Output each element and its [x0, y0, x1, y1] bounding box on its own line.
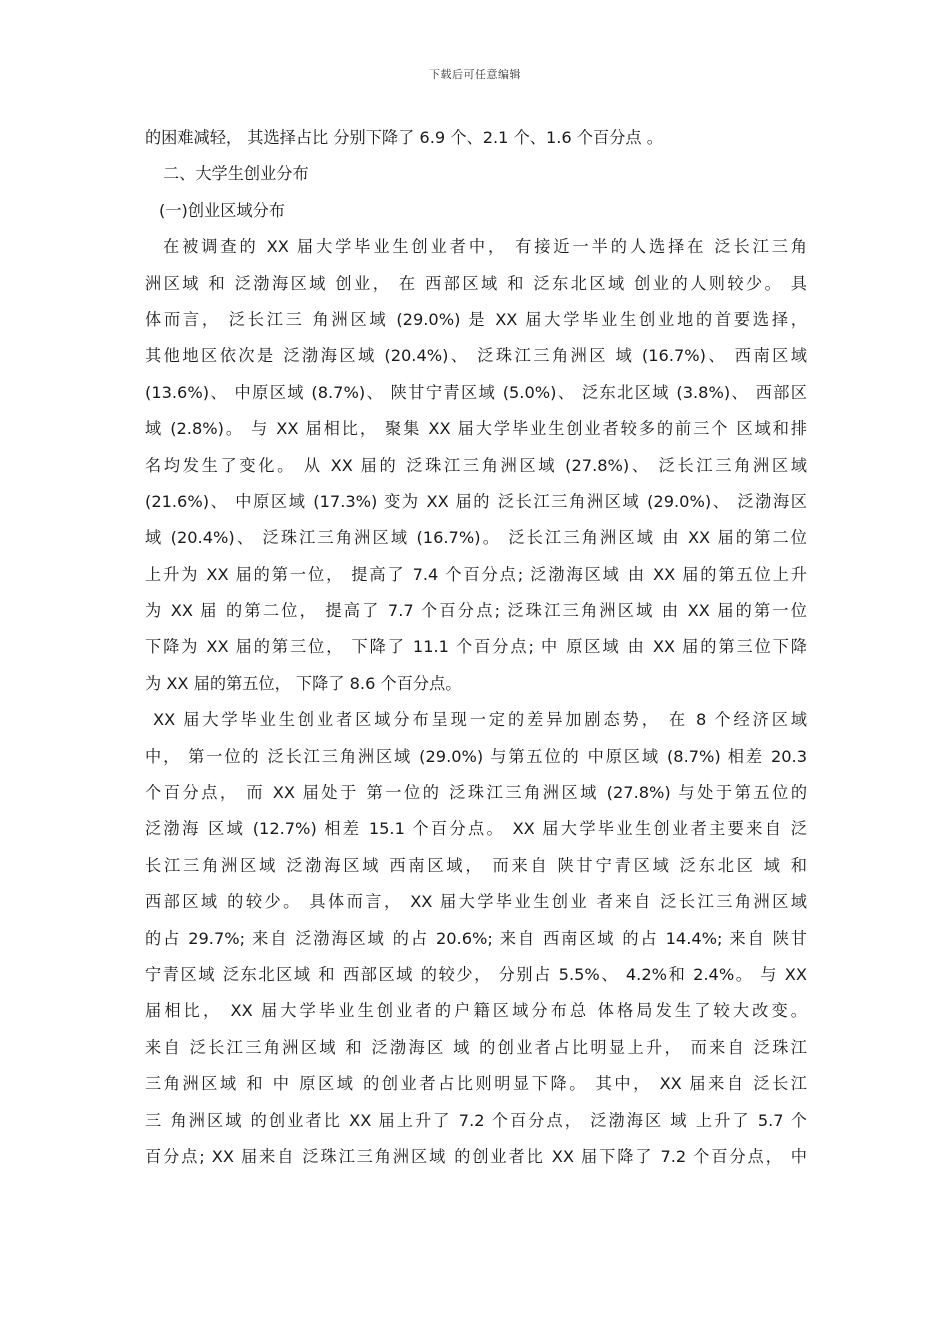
subsection-heading: (一)创业区域分布 — [159, 200, 285, 220]
text-line: 名均发生了变化。 从 XX 届的 泛珠江三角洲区域 (27.8%)、 泛长江三角洲区域 — [145, 455, 807, 475]
text-line: 届相比， XX 届大学毕业生创业者的户籍区域分布总 体格局发生了较大改变。 — [145, 1001, 807, 1021]
text-line: 其他地区依次是 泛渤海区域 (20.4%)、 泛珠江三角洲区 域 (16.7%)、 西南区域 — [145, 346, 807, 366]
text-line: 宁青区域 泛东北区域 和 西部区域 的较少， 分别占 5.5%、 4.2%和 2.4%。 与 XX — [145, 964, 807, 984]
text-line: 为 XX 届 的第二位， 提高了 7.7 个百分点; 泛珠江三角洲区域 由 XX 届的第一位 — [145, 601, 807, 621]
text-line: 三角洲区域 和 中 原区域 的创业者占比则明显下降。 其中， XX 届来自 泛长江 — [145, 1074, 807, 1094]
text-line: 体而言， 泛长江三 角洲区域 (29.0%) 是 XX 届大学毕业生创业地的首要选择， — [145, 309, 807, 329]
text-line: 泛渤海 区域 (12.7%) 相差 15.1 个百分点。 XX 届大学毕业生创业者主要来自 泛 — [145, 819, 807, 839]
section-heading: 二、大学生创业分布 — [163, 164, 309, 184]
text-line: 中， 第一位的 泛长江三角洲区域 (29.0%) 与第五位的 中原区域 (8.7%) 相差 20.3 — [145, 746, 807, 766]
text-line: (13.6%)、 中原区域 (8.7%)、 陕甘宁青区域 (5.0%)、 泛东北区域 (3.8%)、 西部区 — [145, 382, 807, 402]
body-text — [145, 120, 807, 1175]
text-line: 域 (20.4%)、 泛珠江三角洲区域 (16.7%)。 泛长江三角洲区域 由 XX 届的第二位 — [145, 528, 807, 548]
text-line: 在被调查的 XX 届大学毕业生创业者中， 有接近一半的人选择在 泛长江三角 — [163, 237, 807, 257]
text-line: 长江三角洲区域 泛渤海区域 西南区域， 而来自 陕甘宁青区域 泛东北区 域 和 — [145, 855, 807, 875]
text-line: 洲区域 和 泛渤海区域 创业， 在 西部区域 和 泛东北区域 创业的人则较少。 具 — [145, 273, 807, 293]
text-line: 个百分点， 而 XX 届处于 第一位的 泛珠江三角洲区域 (27.8%) 与处于第五位的 — [145, 783, 807, 803]
text-line: XX 届大学毕业生创业者区域分布呈现一定的差异加剧态势， 在 8 个经济区域 — [153, 710, 807, 730]
text-line: (21.6%)、 中原区域 (17.3%) 变为 XX 届的 泛长江三角洲区域 (29.0%)、 泛渤海区 — [145, 491, 807, 511]
text-line: 三 角洲区域 的创业者比 XX 届上升了 7.2 个百分点， 泛渤海区 域 上升了 5.7 个 — [145, 1110, 807, 1130]
text-line: 百分点; XX 届来自 泛珠江三角洲区域 的创业者比 XX 届下降了 7.2 个百分点， 中 — [145, 1146, 807, 1166]
text-line: 下降为 XX 届的第三位， 下降了 11.1 个百分点; 中 原区域 由 XX 届的第三位下降 — [145, 637, 807, 657]
header-note: 下载后可任意编辑 — [429, 68, 521, 81]
text-line: 来自 泛长江三角洲区域 和 泛渤海区 域 的创业者占比明显上升， 而来自 泛珠江 — [145, 1037, 807, 1057]
text-line: 上升为 XX 届的第一位， 提高了 7.4 个百分点; 泛渤海区域 由 XX 届的第五位上升 — [145, 564, 807, 584]
text-line: 的困难减轻， 其选择占比 分别下降了 6.9 个、2.1 个、1.6 个百分点 。 — [145, 128, 663, 147]
text-line: 的占 29.7%; 来自 泛渤海区域 的占 20.6%; 来自 西南区域 的占 14.4%; 来自 陕甘 — [145, 928, 807, 948]
text-line: 域 (2.8%)。 与 XX 届相比， 聚集 XX 届大学毕业生创业者较多的前三个 区域和排 — [145, 419, 807, 439]
text-line: 为 XX 届的第五位， 下降了 8.6 个百分点。 — [145, 673, 462, 693]
text-line: 西部区域 的较少。 具体而言， XX 届大学毕业生创业 者来自 泛长江三角洲区域 — [145, 892, 807, 912]
